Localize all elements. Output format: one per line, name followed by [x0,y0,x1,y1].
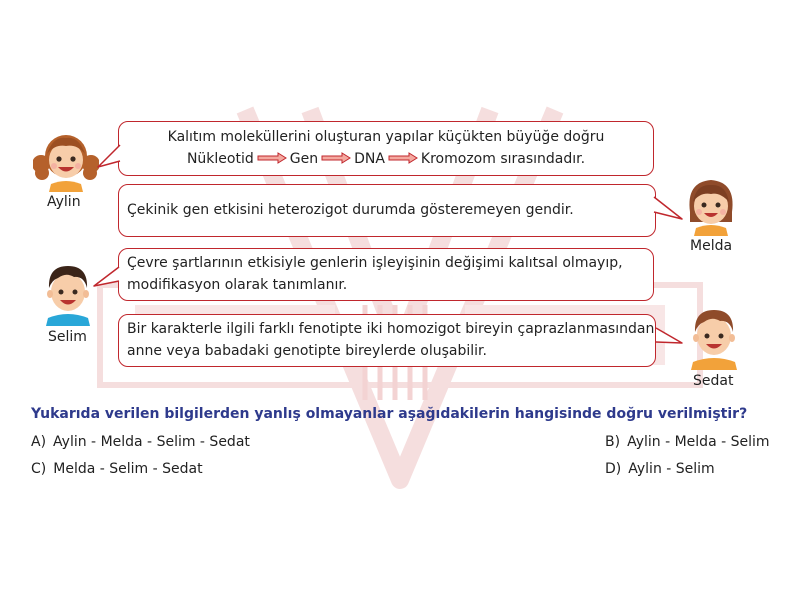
aylin-statement-line1: Kalıtım moleküllerini oluşturan yapılar küçükten büyüğe doğru [167,129,605,145]
option-b[interactable] [605,434,770,450]
melda-bubble-tail [652,194,684,222]
arrow-right-icon [321,152,351,164]
selim-bubble-tail [92,264,120,290]
option-d-letter: D) [605,461,622,477]
arrow-right-icon [257,152,287,164]
chain-item-gen: Gen [289,151,319,167]
option-c-letter: C) [31,461,47,477]
arrow-right-icon [388,152,418,164]
sedat-statement-line1: Bir karakterle ilgili farklı fenotipte iki homozigot bireyin çaprazlanmasından [127,321,655,337]
option-c[interactable] [31,461,203,477]
aylin-statement-chain [119,148,653,170]
sedat-avatar [683,302,745,370]
melda-speech-bubble [118,184,656,237]
chain-item-nukleotid: Nükleotid [186,151,254,167]
option-d-text: Aylin - Selim [628,461,715,477]
option-c-text: Melda - Selim - Sedat [53,461,203,477]
selim-avatar [38,258,98,326]
option-a[interactable] [31,434,250,450]
chain-item-kromozom: Kromozom sırasındadır. [420,151,586,167]
question-text: Yukarıda verilen bilgilerden yanlış olmayanlar aşağıdakilerin hangisinde doğru verilmiştir? [31,406,748,422]
melda-statement: Çekinik gen etkisini heterozigot durumda gösteremeyen gendir. [127,202,574,218]
sedat-bubble-tail [654,325,684,351]
selim-statement-line1: Çevre şartlarının etkisiyle genlerin işleyişinin değişimi kalıtsal olmayıp, [127,255,623,271]
option-b-letter: B) [605,434,621,450]
option-a-letter: A) [31,434,47,450]
aylin-bubble-tail [97,143,121,173]
aylin-name: Aylin [47,194,81,210]
chain-item-dna: DNA [354,151,385,167]
sedat-speech-bubble [118,314,656,367]
melda-name: Melda [690,238,733,254]
sedat-name: Sedat [693,373,734,389]
selim-statement-line2: modifikasyon olarak tanımlanır. [127,277,348,293]
option-d[interactable] [605,461,715,477]
aylin-avatar [33,126,99,192]
selim-name: Selim [48,329,87,345]
selim-speech-bubble [118,248,654,301]
sedat-statement-line2: anne veya babadaki genotipte bireylerde oluşabilir. [127,343,487,359]
melda-avatar [680,172,742,236]
option-b-text: Aylin - Melda - Selim [627,434,770,450]
option-a-text: Aylin - Melda - Selim - Sedat [53,434,250,450]
aylin-speech-bubble [118,121,654,176]
